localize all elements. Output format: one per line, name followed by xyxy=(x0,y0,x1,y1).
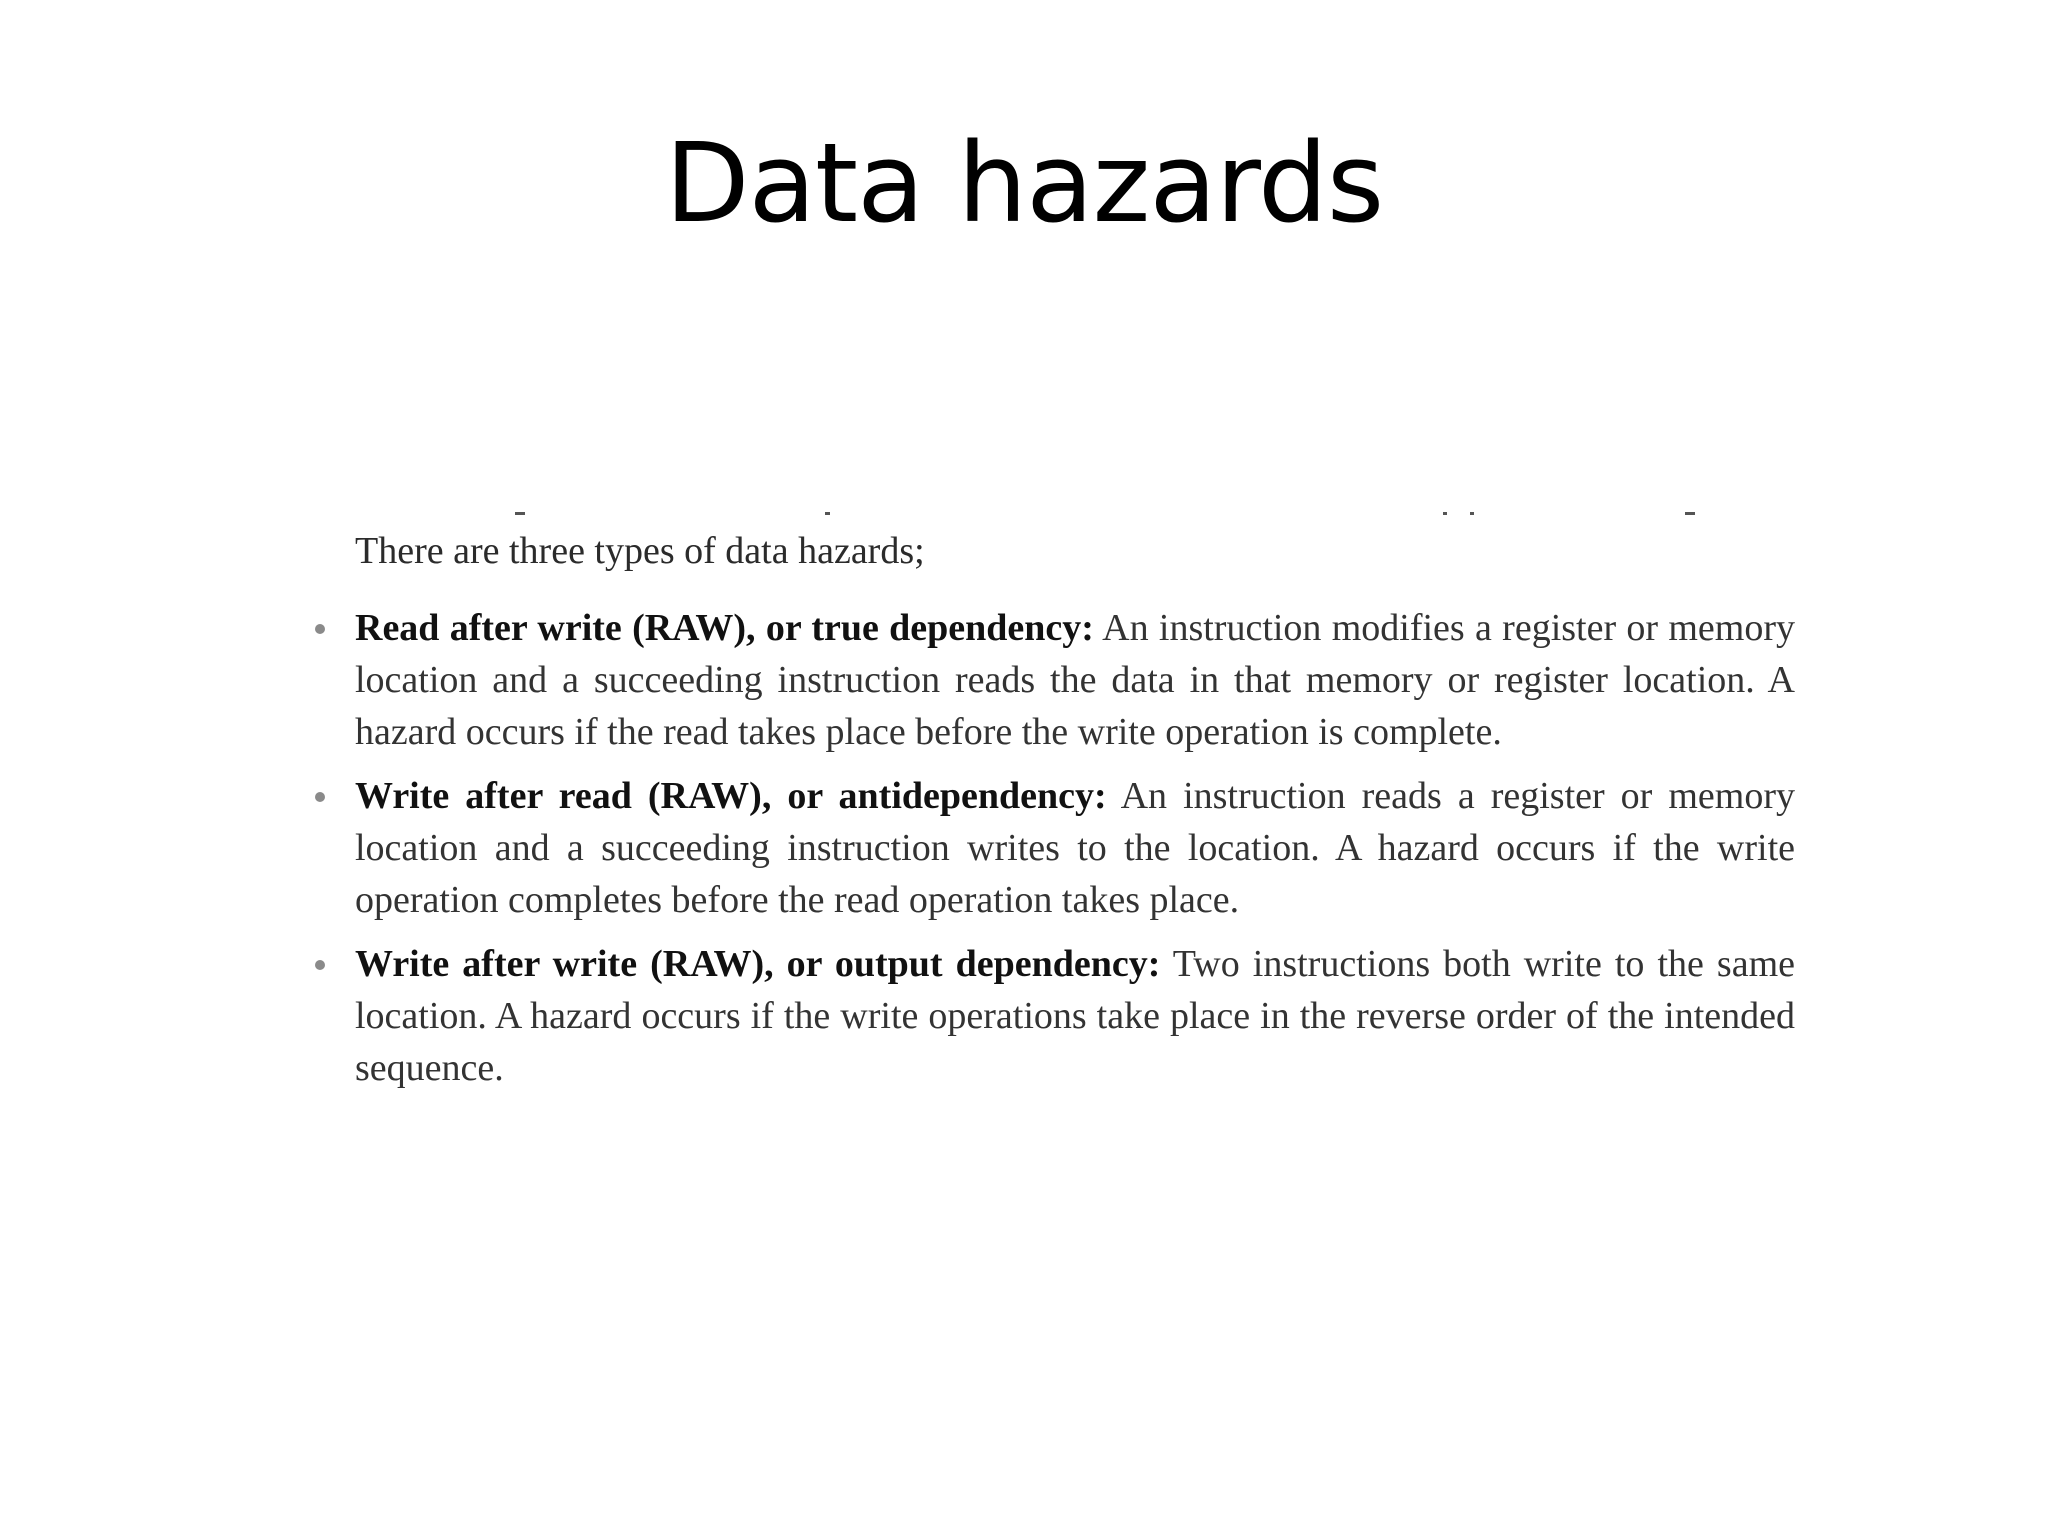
hazard-list xyxy=(305,602,1805,1106)
excerpt-intro: There are three types of data hazards; xyxy=(355,530,925,572)
hazard-term: Write after read (RAW), or antidependency: xyxy=(355,775,1107,817)
hazard-term: Write after write (RAW), or output dependency: xyxy=(355,943,1161,985)
bullet-icon xyxy=(315,960,325,970)
hazard-description: An instruction reads a register or memory location and a succeeding instruction writes to the location. A hazard occurs if the write operation completes before the read operation takes place. xyxy=(355,775,1795,921)
slide-title: Data hazards xyxy=(664,119,1384,247)
textbook-excerpt-image xyxy=(305,510,1805,1150)
hazard-description: An instruction modifies a register or memory location and a succeeding instruction reads the data in that memory or register location. A hazard occurs if the read takes place before the write operation is complete. xyxy=(355,607,1796,753)
hazard-description: Two instructions both write to the same location. A hazard occurs if the write operations take place in the reverse order of the intended sequence. xyxy=(355,943,1795,1089)
hazard-item-war xyxy=(305,770,1795,926)
hazard-item-waw xyxy=(305,938,1795,1094)
bullet-icon xyxy=(315,624,325,634)
cropped-line-fragments xyxy=(305,510,1805,524)
hazard-term: Read after write (RAW), or true dependency: xyxy=(355,607,1094,649)
hazard-item-raw xyxy=(305,602,1795,758)
bullet-icon xyxy=(315,792,325,802)
